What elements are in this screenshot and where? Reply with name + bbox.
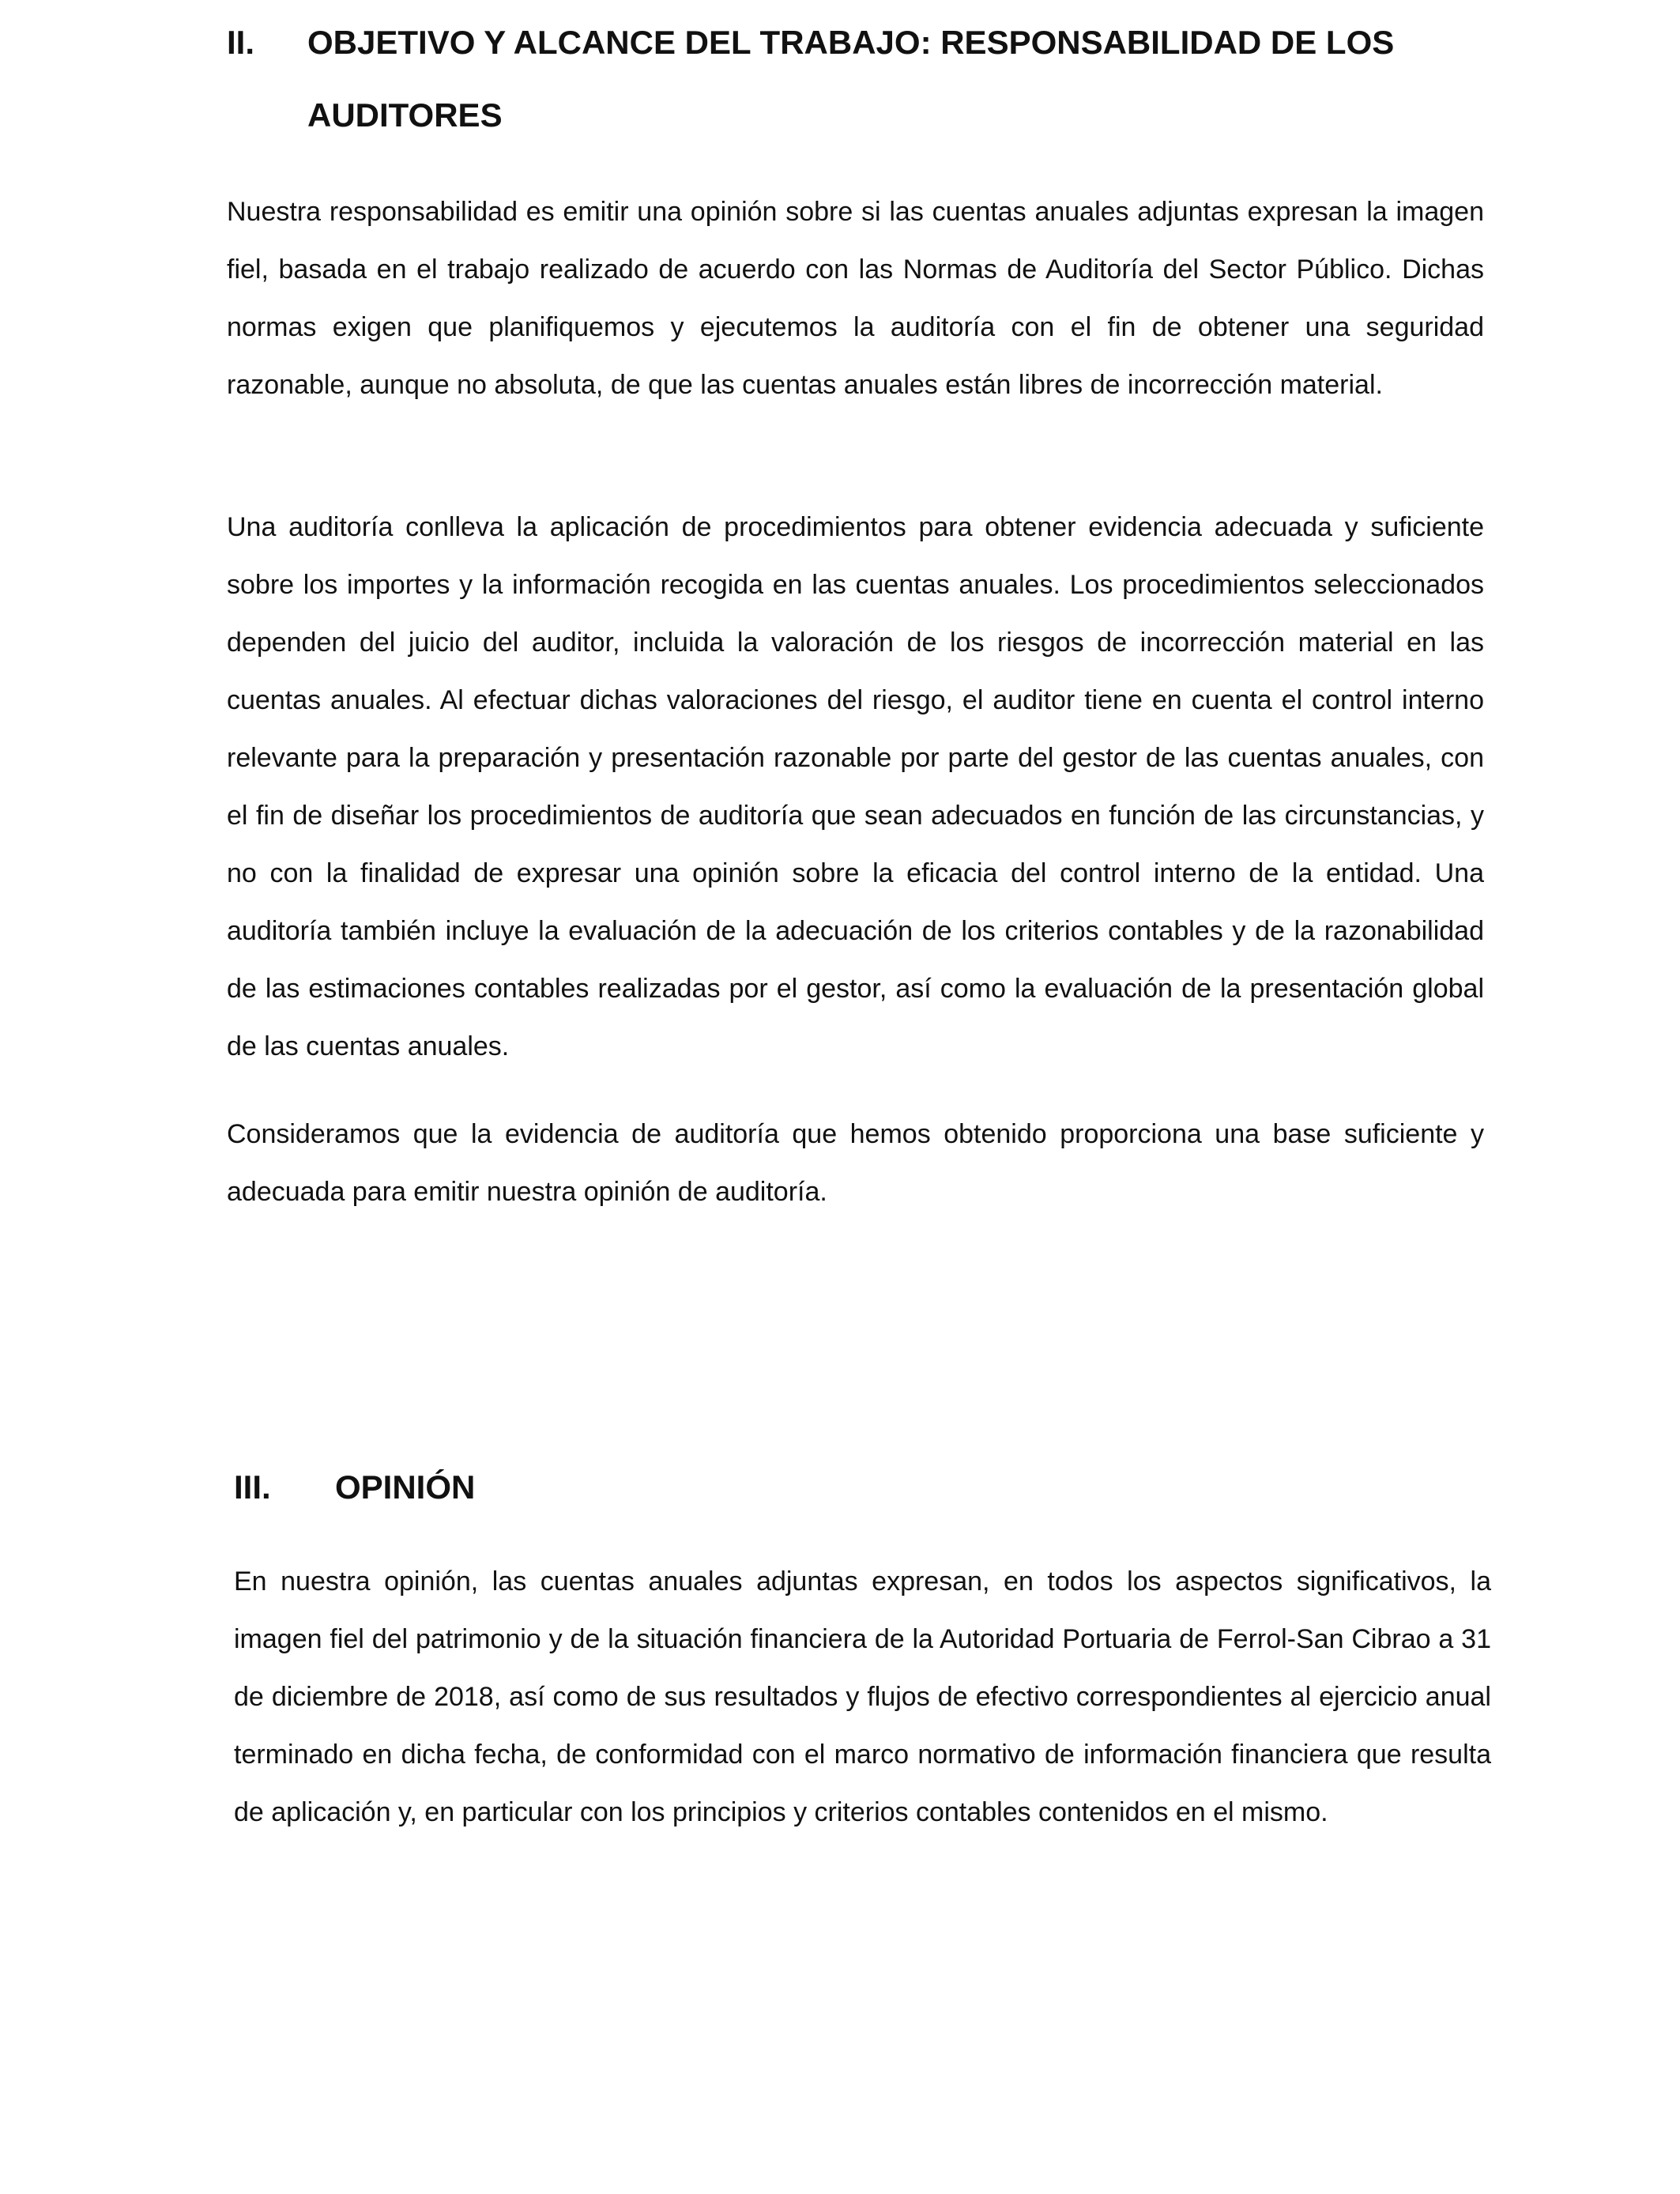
section-iii-paragraph-1: En nuestra opinión, las cuentas anuales adjuntas expresan, en todos los aspectos significativos, la imagen fiel del patrimonio y de la situación financiera de la Autoridad Portuaria de Ferrol-San Cibrao a 31 de diciembre de 2018, así como de sus resultados y flujos de efectivo correspondientes al ejercicio anual terminado en dicha fecha, de conformidad con el marco normativo de información financiera que resulta de aplicación y, en particular con los principios y criterios contables contenidos en el mismo. (234, 1566, 1491, 1827)
section-ii-number: II. (227, 24, 255, 61)
section-ii-title: OBJETIVO Y ALCANCE DEL TRABAJO: RESPONSABILIDAD DE LOS AUDITORES (307, 24, 1395, 134)
section-iii-heading (234, 1451, 1498, 1524)
section-ii-paragraph-2: Una auditoría conlleva la aplicación de procedimientos para obtener evidencia adecuada y suficiente sobre los importes y la información recogida en las cuentas anuales. Los procedimientos seleccionados dependen del juicio del auditor, incluida la valoración de los riesgos de incorrección material en las cuentas anuales. Al efectuar dichas valoraciones del riesgo, el auditor tiene en cuenta el control interno relevante para la preparación y presentación razonable por parte del gestor de las cuentas anuales, con el fin de diseñar los procedimientos de auditoría que sean adecuados en función de las circunstancias, y no con la finalidad de expresar una opinión sobre la eficacia del control interno de la entidad. Una auditoría también incluye la evaluación de la adecuación de los criterios contables y de la razonabilidad de las estimaciones contables realizadas por el gestor, así como la evaluación de la presentación global de las cuentas anuales. (227, 512, 1484, 1061)
section-iii-title: OPINIÓN (335, 1468, 476, 1506)
section-iii-number: III. (234, 1468, 271, 1506)
section-ii-paragraph-3: Consideramos que la evidencia de auditoría que hemos obtenido proporciona una base suficiente y adecuada para emitir nuestra opinión de auditoría. (227, 1119, 1484, 1207)
section-ii-heading (227, 6, 1491, 152)
section-ii-paragraph-1: Nuestra responsabilidad es emitir una opinión sobre si las cuentas anuales adjuntas expresan la imagen fiel, basada en el trabajo realizado de acuerdo con las Normas de Auditoría del Sector Público. Dichas normas exigen que planifiquemos y ejecutemos la auditoría con el fin de obtener una seguridad razonable, aunque no absoluta, de que las cuentas anuales están libres de incorrección material. (227, 197, 1484, 400)
